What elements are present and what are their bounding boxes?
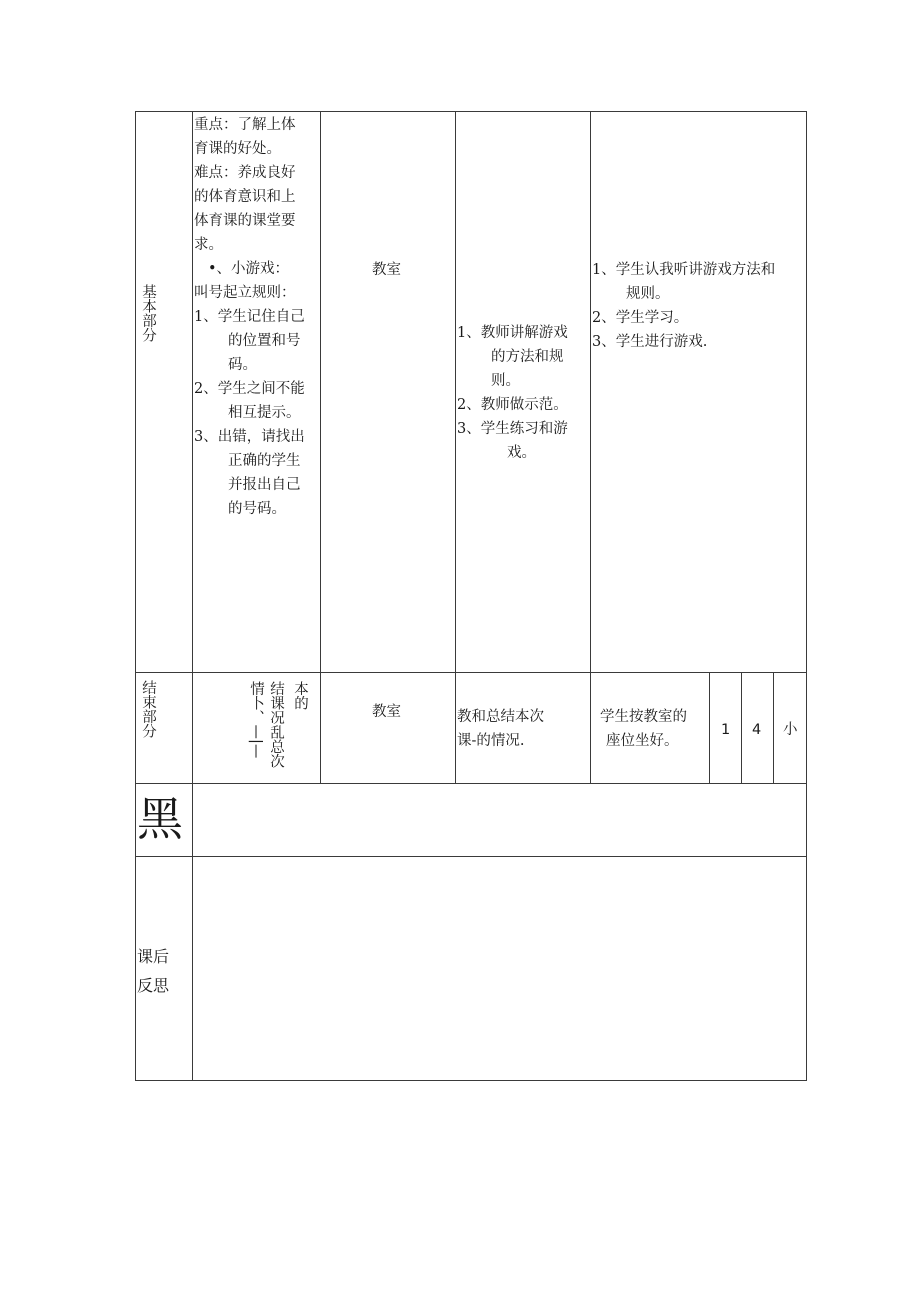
content-line: 的号码。 <box>228 501 286 517</box>
content-line: 求。 <box>194 237 223 253</box>
row-divider-board <box>135 783 807 784</box>
student-line: 3、学生进行游戏. <box>592 334 708 350</box>
row-divider-ending <box>135 672 807 673</box>
content-line: 的位置和号 <box>228 333 301 349</box>
teacher-line: 1、教师讲解游戏 <box>457 325 568 341</box>
reflection-label-line: 课后 <box>137 947 170 966</box>
teacher-line: 3、学生练习和游 <box>457 421 568 437</box>
content-line: 育课的好处。 <box>194 141 281 157</box>
ending-count-2: 4 <box>752 722 762 738</box>
content-line: 并报出自己 <box>228 477 301 493</box>
content-line: 1、学生记住自己 <box>194 309 305 325</box>
content-line: 的体育意识和上 <box>194 189 296 205</box>
basic-location: 教室 <box>372 262 401 278</box>
table-bottom-border <box>135 1080 807 1081</box>
teacher-line: 教和总结本次 <box>457 709 544 725</box>
content-line: 难点：养成良好 <box>194 165 296 181</box>
ending-content-column: 结课况乱总次 <box>268 681 284 768</box>
table-top-border <box>135 111 807 112</box>
ending-teacher-cell <box>457 705 544 753</box>
ending-content-column: 情卜、—|— <box>248 681 264 759</box>
row-divider-reflection <box>135 856 807 857</box>
col-divider-student-end <box>709 672 710 784</box>
table-right-border <box>806 111 807 1081</box>
content-line: 码。 <box>228 357 257 373</box>
reflection-label-line: 反思 <box>137 976 170 995</box>
student-line: 学生按教室的 <box>600 709 687 725</box>
student-line: 座位坐好。 <box>606 733 679 749</box>
board-label: 黑 <box>137 792 183 846</box>
ending-section-label: 结束部分 <box>140 680 156 738</box>
col-divider-label <box>192 111 193 1081</box>
content-line: 体育课的课堂要 <box>194 213 296 229</box>
ending-count-1: 1 <box>721 722 731 738</box>
col-divider-location <box>455 111 456 784</box>
content-line: 重点：了解上体 <box>194 117 296 133</box>
col-divider-count2 <box>773 672 774 784</box>
student-line: 2、学生学习。 <box>592 310 689 326</box>
content-line: 叫号起立规则： <box>194 285 296 301</box>
ending-content-column: 本的 <box>292 681 308 710</box>
col-divider-content <box>320 111 321 784</box>
basic-section-label: 基本部分 <box>140 284 156 342</box>
teacher-line: 2、教师做示范。 <box>457 397 568 413</box>
teacher-line: 则。 <box>491 373 520 389</box>
content-line: 相互提示。 <box>228 405 301 421</box>
content-line: 3、出错，请找出 <box>194 429 305 445</box>
ending-student-cell <box>600 705 687 753</box>
content-line: •、小游戏： <box>208 261 290 277</box>
ending-location: 教室 <box>372 704 401 720</box>
content-line: 2、学生之间不能 <box>194 381 305 397</box>
basic-content-cell <box>194 113 305 521</box>
col-divider-teacher <box>590 111 591 784</box>
content-line: 正确的学生 <box>228 453 301 469</box>
student-line: 规则。 <box>626 286 670 302</box>
teacher-line: 课-的情况. <box>457 733 525 749</box>
teacher-line: 的方法和规 <box>491 349 564 365</box>
student-line: 1、学生认我听讲游戏方法和 <box>592 262 776 278</box>
teacher-line: 戏。 <box>507 445 536 461</box>
col-divider-count1 <box>741 672 742 784</box>
ending-intensity: 小 <box>783 722 798 738</box>
basic-teacher-cell <box>457 321 568 465</box>
table-left-border <box>135 111 136 1081</box>
basic-student-cell <box>592 258 775 354</box>
reflection-label <box>137 942 169 1000</box>
